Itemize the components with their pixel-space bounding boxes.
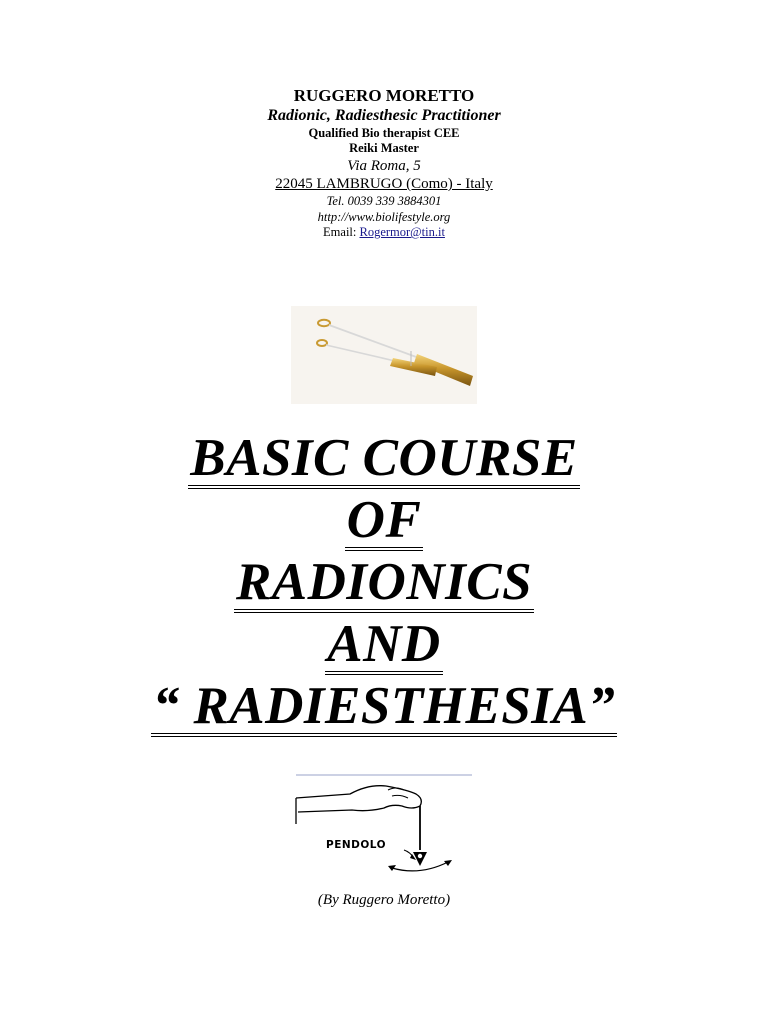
title-line-3: RADIONICS (235, 553, 533, 611)
telephone: Tel. 0039 339 3884301 (326, 194, 442, 208)
course-title (0, 427, 768, 737)
qualification: Qualified Bio therapist CEE (308, 126, 460, 140)
reiki-title: Reiki Master (349, 141, 419, 155)
pendulum-photo (291, 306, 477, 404)
title-line-2: OF (346, 491, 422, 549)
title-line-1: BASIC COURSE (190, 429, 578, 487)
author-header (0, 86, 768, 240)
author-role: Radionic, Radiesthesic Practitioner (267, 107, 501, 124)
title-line-5: “ RADIESTHESIA” (152, 677, 616, 735)
pendulum-label: PENDOLO (326, 839, 387, 851)
email-label: Email: (323, 225, 360, 239)
address-city: 22045 LAMBRUGO (Como) - Italy (275, 176, 493, 192)
author-name: RUGGERO MORETTO (293, 86, 475, 105)
email-link[interactable]: Rogermor@tin.it (359, 225, 445, 239)
email-line (0, 225, 768, 240)
byline: (By Ruggero Moretto) (317, 892, 451, 908)
address-street: Via Roma, 5 (347, 158, 421, 174)
hand-pendulum-drawing (292, 772, 476, 876)
website: http://www.biolifestyle.org (317, 210, 451, 224)
title-line-4: AND (327, 615, 441, 673)
